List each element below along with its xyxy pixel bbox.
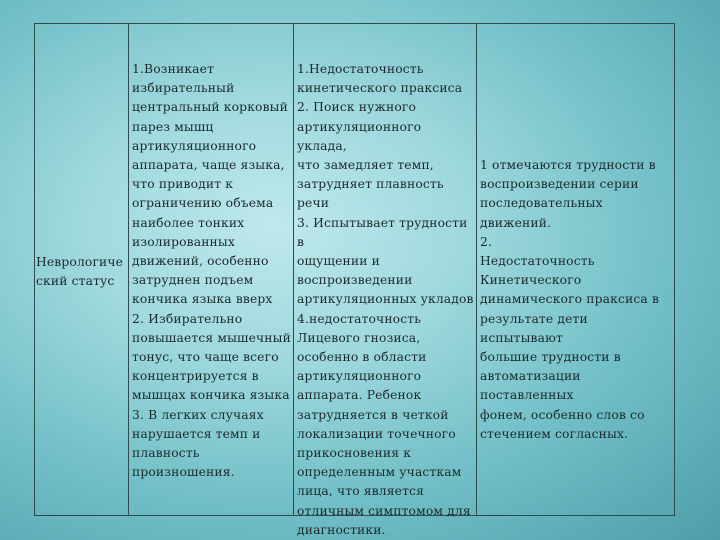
row-label: Неврологиче ский статус [36,255,124,289]
cell-column-1: 1.Возникает избирательный центральный корковый парез мышц артикуляционного аппарата, чаще языка, что приводит к ограничению объема наиболее тонких изолированных движений, особенно затруднен подъем кончика языка вверх 2. Избирательно повышается мышечный тонус, что чаще всего концентрируется в мышцах кончика языка 3. В легких случаях нарушается темп и плавность произношения. [132,62,291,480]
column-divider [128,24,129,515]
column-divider [293,24,294,515]
column-divider [476,24,477,515]
table [34,23,675,537]
cell-column-2: 1.Недостаточность кинетического праксиса 2. Поиск нужного артикуляционного уклада, что замедляет темп, затрудняет плавность речи 3. Испытывает трудности в ощущении и воспроизведении артикуляционных укладов 4.недостаточность Лицевого гнозиса, особенно в области артикуляционного аппарата. Ребенок затрудняется в четкой локализации точечного прикосновения к определенным участкам лица, что является отличным симптомом для диагностики. [297,62,474,537]
cell-column-3: 1 отмечаются трудности в воспроизведении серии последовательных движений. 2. Недостаточность Кинетического динамического праксиса в результате дети испытывают большие трудности в автоматизации поставленных фонем, особенно слов со стечением согласных. [480,158,660,441]
